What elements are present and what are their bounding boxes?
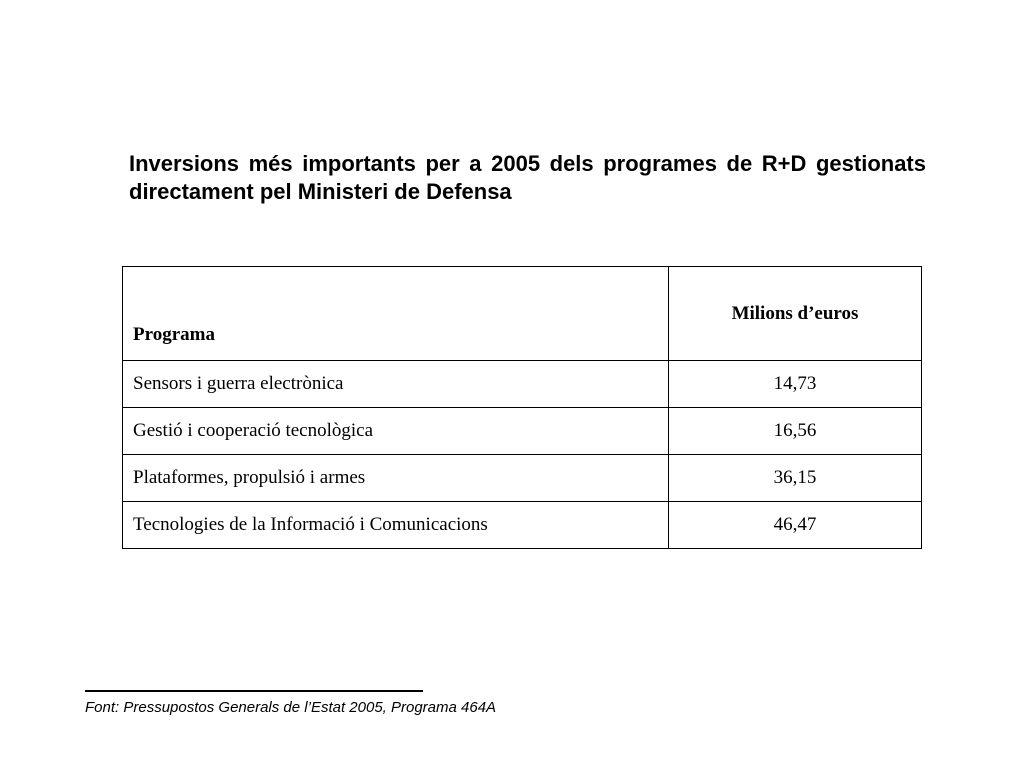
table-row — [123, 361, 922, 408]
column-header-milions-euros: Milions d’euros — [669, 267, 922, 361]
amount-cell: 16,56 — [669, 408, 922, 455]
table-row — [123, 455, 922, 502]
program-cell: Sensors i guerra electrònica — [123, 361, 669, 408]
column-header-programa: Programa — [123, 267, 669, 361]
amount-cell: 14,73 — [669, 361, 922, 408]
amount-cell: 46,47 — [669, 502, 922, 549]
amount-cell: 36,15 — [669, 455, 922, 502]
source-footnote: Font: Pressupostos Generals de l’Estat 2005, Programa 464A — [85, 699, 497, 716]
footnote-divider — [85, 690, 423, 692]
program-cell: Plataformes, propulsió i armes — [123, 455, 669, 502]
table-row — [123, 502, 922, 549]
table-header-row — [123, 267, 922, 361]
page-title: Inversions més importants per a 2005 dels programes de R+D gestionats directament pel Ministeri de Defensa — [129, 151, 926, 204]
investment-table — [122, 266, 922, 549]
table-row — [123, 408, 922, 455]
program-cell: Tecnologies de la Informació i Comunicacions — [123, 502, 669, 549]
program-cell: Gestió i cooperació tecnològica — [123, 408, 669, 455]
